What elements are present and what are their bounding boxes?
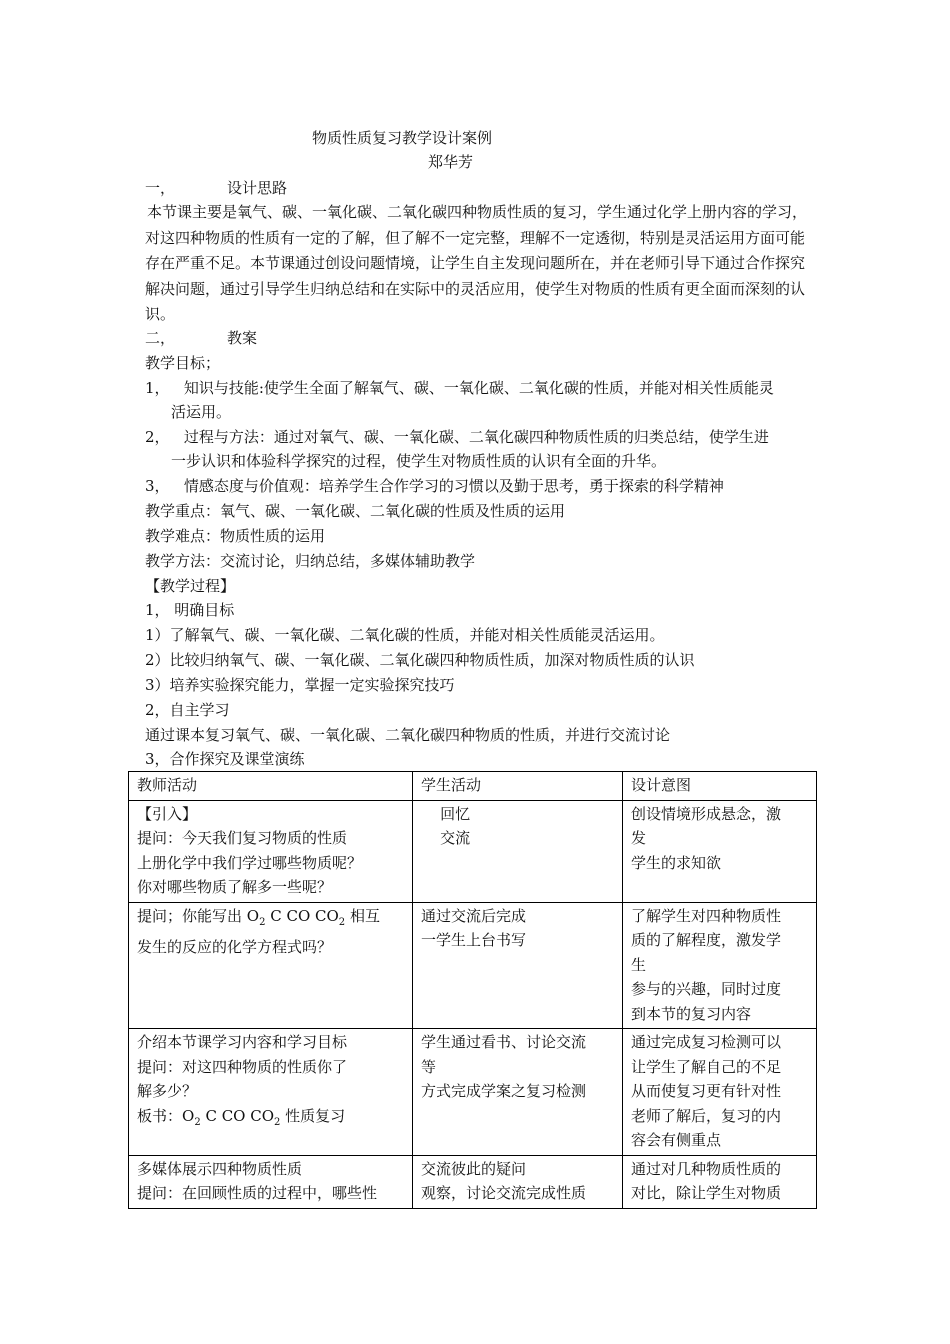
intent-cell [623, 1029, 817, 1156]
cell-line: 提问：今天我们复习物质的性质 [137, 829, 348, 847]
student-cell [413, 902, 623, 1029]
teaching-method: 教学方法：交流讨论，归纳总结，多媒体辅助教学 [145, 552, 476, 570]
objective-3: 3）培养实验探究能力，掌握一定实验探究技巧 [145, 676, 455, 694]
cell-line: 了解学生对四种物质性 [631, 906, 782, 925]
teacher-cell [129, 1155, 413, 1208]
section-title: 教案 [227, 329, 258, 347]
formula-text: C CO CO [265, 906, 339, 925]
cell-line: 上册化学中我们学过哪些物质呢？ [137, 853, 363, 872]
cell-line: 从而使复习更有针对性 [631, 1082, 782, 1100]
cell-line: 发 [631, 829, 647, 847]
section-heading-2 [145, 326, 257, 350]
cell-line: 创设情境形成悬念，激 [631, 804, 782, 823]
cell-line: 介绍本节课学习内容和学习目标 [137, 1033, 348, 1051]
header-student: 学生活动 [413, 772, 623, 801]
table-row [129, 1029, 817, 1156]
goal-1 [145, 376, 774, 400]
table-row [129, 902, 817, 1029]
goal-3 [145, 474, 724, 498]
section-heading-1 [145, 176, 287, 200]
lesson-plan-table [128, 771, 817, 1209]
goal-number: 1， [145, 379, 170, 397]
cell-line: 通过完成复习检测可以 [631, 1033, 782, 1051]
objective-2: 2）比较归纳氧气、碳、一氧化碳、二氧化碳四种物质性质，加深对物质性质的认识 [145, 651, 695, 669]
cell-line: 发生的反应的化学方程式吗？ [137, 938, 333, 956]
cell-line: 回忆 [421, 804, 471, 823]
cell-line: 学生通过看书、讨论交流 [421, 1033, 587, 1051]
student-cell [413, 1155, 623, 1208]
table-header-row [129, 772, 817, 801]
section-number: 一， [145, 179, 176, 197]
step-2-text: 通过课本复习氧气、碳、一氧化碳、二氧化碳四种物质的性质，并进行交流讨论 [145, 726, 671, 744]
goal-text: 过程与方法：通过对氧气、碳、一氧化碳、二氧化碳四种物质性质的归类总结，使学生进 [183, 428, 769, 446]
cell-line: 观察，讨论交流完成性质 [421, 1184, 587, 1202]
goal-2 [145, 425, 769, 449]
cell-line: 交流彼此的疑问 [421, 1159, 527, 1178]
cell-line: 提问：对这四种物质的性质你了 [137, 1057, 348, 1076]
goals-label: 教学目标； [145, 354, 221, 372]
design-paragraph: 本节课主要是氧气、碳、一氧化碳、二氧化碳四种物质性质的复习，学生通过化学上册内容的学习，对这四种物质的性质有一定的了解，但了解不一定完整，理解不一定透彻，特别是灵活运用方面可能存在严重不足。本节课通过创设问题情境，让学生自主发现问题所在，并在老师引导下通过合作探究解决问题，通过引导学生归纳总结和在实际中的灵活应用，使学生对物质的性质有更全面而深刻的认识。 [145, 203, 808, 323]
teacher-cell [129, 902, 413, 1029]
cell-line: 多媒体展示四种物质性质 [137, 1159, 303, 1178]
teacher-cell [129, 1029, 413, 1156]
subscript: 2 [338, 916, 346, 928]
cell-line: 让学生了解自己的不足 [631, 1057, 782, 1076]
intent-cell [623, 902, 817, 1029]
cell-line: 通过交流后完成 [421, 906, 527, 925]
difficulty: 教学难点：物质性质的运用 [145, 527, 326, 545]
goal-2-continued: 一步认识和体验科学探究的过程，使学生对物质性质的认识有全面的升华。 [171, 452, 667, 470]
cell-line: 解多少？ [137, 1082, 198, 1100]
cell-line: 对比，除让学生对物质 [631, 1184, 782, 1202]
cell-line [137, 1104, 404, 1136]
step-3: 3，合作探究及课堂演练 [145, 750, 305, 768]
student-cell [413, 1029, 623, 1156]
cell-line: 交流 [421, 829, 471, 847]
process-label: 【教学过程】 [145, 577, 236, 595]
step-2: 2，自主学习 [145, 701, 230, 719]
teacher-cell [129, 800, 413, 902]
step-1: 1， 明确目标 [145, 601, 235, 619]
section-number: 二， [145, 329, 176, 347]
cell-line: 通过对几种物质性质的 [631, 1159, 782, 1178]
cell-line: 老师了解后，复习的内 [631, 1106, 782, 1125]
cell-line: 等 [421, 1057, 437, 1076]
formula-text: 板书：O [137, 1106, 195, 1125]
author-name: 郑华芳 [428, 153, 474, 171]
cell-line: 参与的兴趣，同时过度 [631, 980, 782, 998]
cell-line: 质的了解程度，激发学 [631, 931, 782, 949]
header-intent: 设计意图 [623, 772, 817, 801]
formula-text: 提问；你能写出 O [137, 906, 260, 925]
student-cell [413, 800, 623, 902]
goal-number: 2， [145, 428, 170, 446]
goal-text: 知识与技能:使学生全面了解氧气、碳、一氧化碳、二氧化碳的性质，并能对相关性质能灵 [183, 379, 774, 397]
cell-line: 方式完成学案之复习检测 [421, 1082, 587, 1100]
key-point: 教学重点：氧气、碳、一氧化碳、二氧化碳的性质及性质的运用 [145, 502, 566, 520]
formula-text: 性质复习 [280, 1106, 346, 1125]
goal-number: 3， [145, 477, 170, 495]
cell-line: 生 [631, 955, 647, 974]
cell-line: 容会有侧重点 [631, 1131, 722, 1149]
cell-line: 到本节的复习内容 [631, 1004, 752, 1023]
formula-text: C CO CO [200, 1106, 275, 1125]
cell-line: 【引入】 [137, 804, 198, 823]
header-teacher: 教师活动 [129, 772, 413, 801]
goal-1-continued: 活运用。 [171, 403, 232, 421]
intent-cell [623, 1155, 817, 1208]
subscript: 2 [259, 916, 266, 928]
cell-line [137, 904, 404, 936]
table-row [129, 800, 817, 902]
objective-1: 1）了解氧气、碳、一氧化碳、二氧化碳的性质，并能对相关性质能灵活运用。 [145, 626, 665, 644]
subscript: 2 [274, 1116, 281, 1128]
table-row [129, 1155, 817, 1208]
subscript: 2 [194, 1116, 201, 1128]
document-title: 物质性质复习教学设计案例 [312, 129, 493, 147]
section-title: 设计思路 [227, 179, 288, 197]
cell-line: 一学生上台书写 [421, 931, 527, 949]
cell-line: 学生的求知欲 [631, 853, 722, 872]
cell-line: 提问：在回顾性质的过程中，哪些性 [137, 1184, 378, 1202]
formula-text: 相互 [345, 906, 380, 925]
goal-text: 情感态度与价值观：培养学生合作学习的习惯以及勤于思考，勇于探索的科学精神 [183, 477, 724, 495]
intent-cell [623, 800, 817, 902]
cell-line: 你对哪些物质了解多一些呢？ [137, 878, 333, 896]
